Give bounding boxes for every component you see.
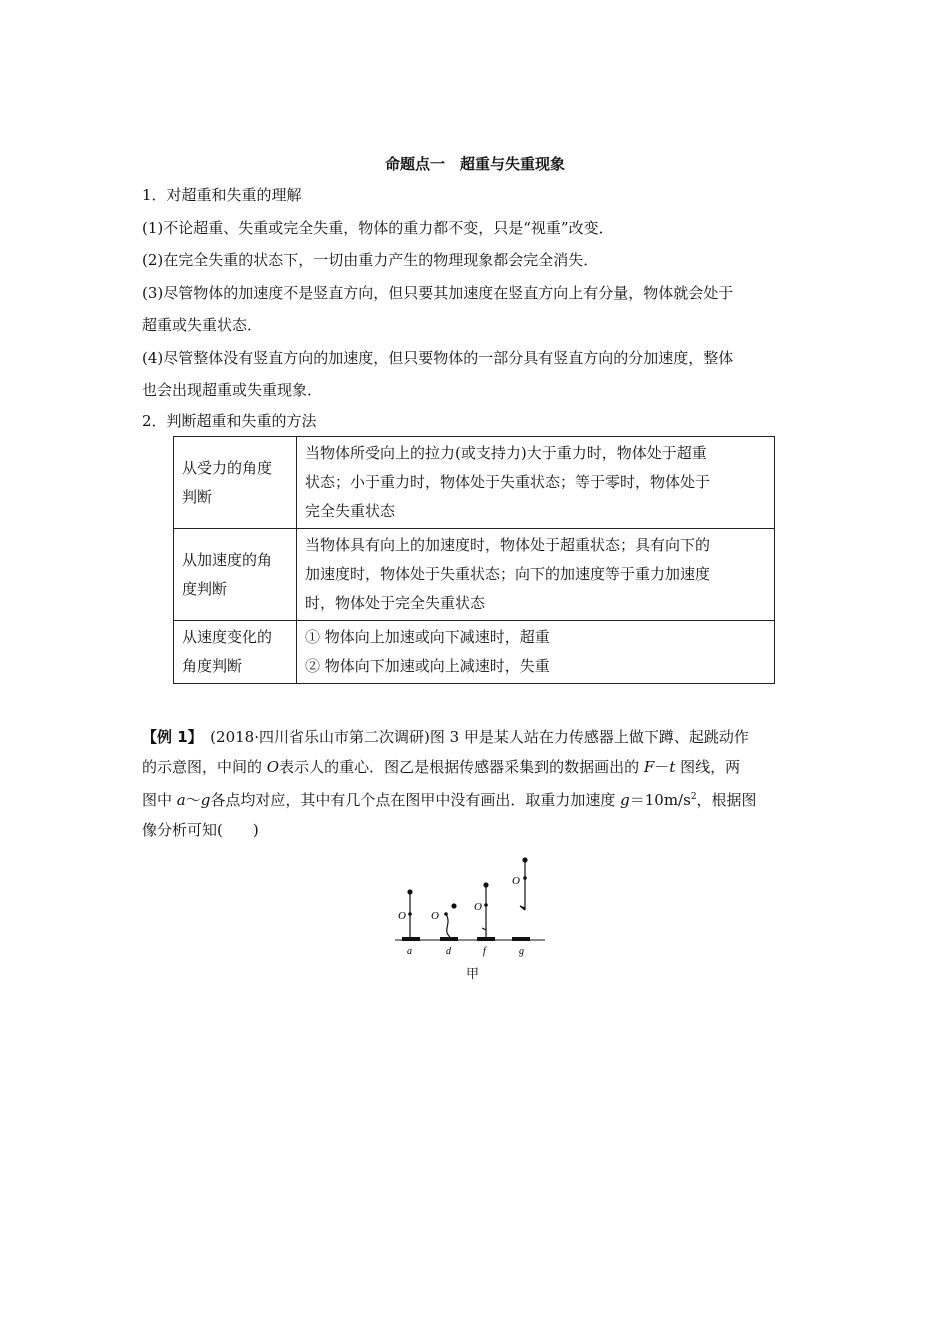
point2-heading: 2．判断超重和失重的方法 bbox=[142, 412, 317, 430]
point1-item: 超重或失重状态． bbox=[142, 316, 263, 334]
point1-item: 也会出现超重或失重现象． bbox=[142, 381, 323, 399]
point1-item: (1)不论超重、失重或完全失重，物体的重力都不变，只是“视重”改变． bbox=[142, 219, 614, 237]
figure-a bbox=[398, 889, 420, 957]
figure-d bbox=[431, 903, 458, 957]
figure-g bbox=[512, 857, 530, 957]
label-g: g bbox=[519, 946, 524, 957]
point1-item: (3)尽管物体的加速度不是竖直方向，但只要其加速度在竖直方向上有分量，物体就会处于 bbox=[142, 284, 734, 302]
point1-heading: 1．对超重和失重的理解 bbox=[142, 186, 302, 204]
example-problem: 【例 1】 (2018·四川省乐山市第二次调研)图 3 甲是某人站在力传感器上做下蹲、起跳动作 的示意图，中间的 O表示人的重心．图乙是根据传感器采集到的数据画出的 F－t 图线，两 图中 a～g各点均对应，其中有几个点在图甲中没有画出．取重力加速度 $g=10m/s^2$，根据图 像分析可知( ) bbox=[142, 728, 757, 839]
figure-caption: 甲 bbox=[466, 967, 480, 982]
squat-jump-diagram bbox=[390, 850, 550, 962]
methods-table bbox=[173, 436, 775, 684]
example-tag: 【例 1】 bbox=[142, 728, 196, 746]
table-cell-criterion: 从速度变化的 角度判断 bbox=[174, 621, 297, 684]
section-title: 命题点一 超重与失重现象 bbox=[384, 155, 565, 173]
table-row bbox=[174, 529, 775, 621]
o-label: O bbox=[512, 875, 520, 887]
o-label: O bbox=[474, 901, 482, 913]
point1-item: (2)在完全失重的状态下，一切由重力产生的物理现象都会完全消失． bbox=[142, 251, 599, 269]
table-cell-description: 当物体具有向上的加速度时，物体处于超重状态；具有向下的 加速度时，物体处于失重状态；向下的加速度等于重力加速度 时，物体处于完全失重状态 bbox=[297, 529, 775, 621]
table-row bbox=[174, 437, 775, 529]
table-cell-description: ① 物体向上加速或向下减速时，超重 ② 物体向下加速或向上减速时，失重 bbox=[297, 621, 775, 684]
label-f: f bbox=[483, 946, 486, 957]
table-cell-criterion: 从加速度的角 度判断 bbox=[174, 529, 297, 621]
o-label: O bbox=[431, 910, 439, 922]
point1-item: (4)尽管整体没有竖直方向的加速度，但只要物体的一部分具有竖直方向的分加速度，整体 bbox=[142, 349, 734, 367]
label-d: d bbox=[446, 946, 451, 957]
table-cell-description: 当物体所受向上的拉力(或支持力)大于重力时，物体处于超重 状态；小于重力时，物体处于失重状态；等于零时，物体处于 完全失重状态 bbox=[297, 437, 775, 529]
label-a: a bbox=[407, 946, 412, 957]
table-cell-criterion: 从受力的角度 判断 bbox=[174, 437, 297, 529]
table-row bbox=[174, 621, 775, 684]
o-label: O bbox=[398, 910, 406, 922]
figure-f bbox=[474, 882, 495, 957]
